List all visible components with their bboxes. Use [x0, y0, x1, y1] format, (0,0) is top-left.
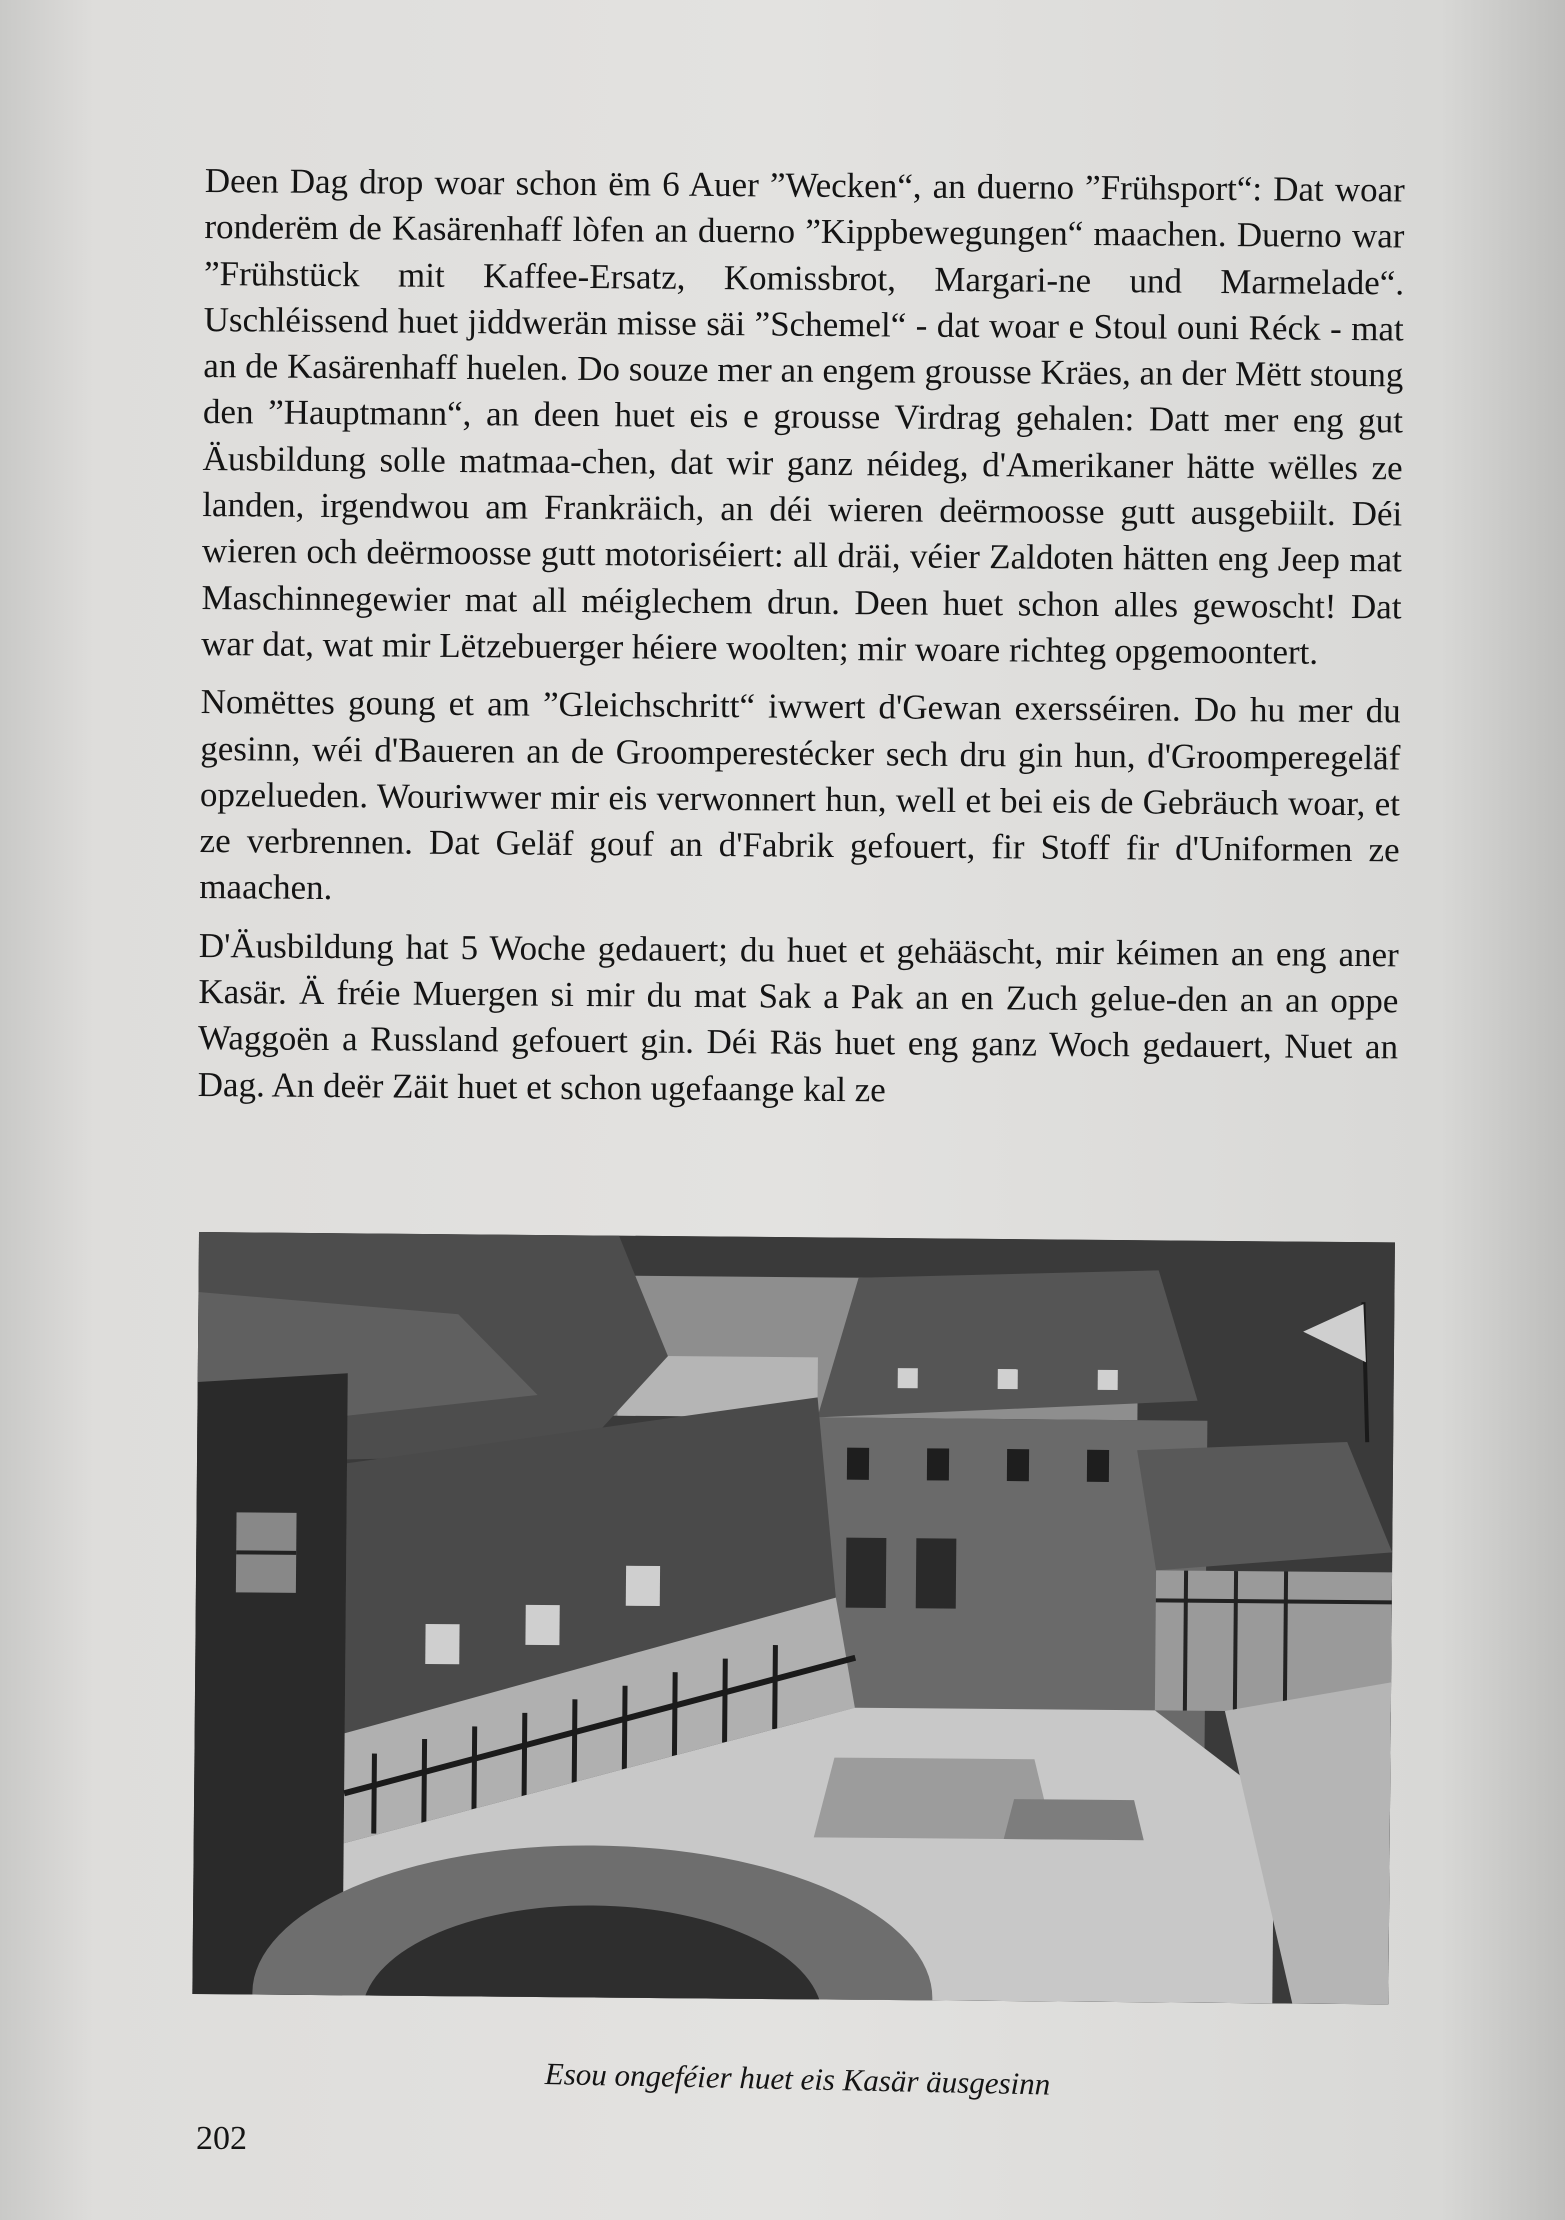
- barracks-photo: [192, 1232, 1395, 2004]
- paragraph-1: Deen Dag drop woar schon ëm 6 Auer ”Wecken“, an duerno ”Frühsport“: Dat woar ronderëm de Kasärenhaff lòfen an duerno ”Kippbewegungen“ maachen. Duerno war ”Frühstück mit Kaffee-Ersatz, Komissbrot, Margari-ne und Marmelade“. Uschléissend huet jiddwerän misse säi ”Schemel“ - dat woar e Stoul ouni Réck - mat an de Kasärenhaff huelen. Do souze mer an engem grousse Kräes, an der Mëtt stoung den ”Hauptmann“, an deen huet eis e grousse Virdrag gehalen: Datt mer eng gut Äusbildung solle matmaa-chen, dat wir ganz néideg, d'Amerikaner hätte wëlles ze landen, irgendwou am Frankräich, an déi wieren deërmoosse gutt ausgebiilt. Déi wieren och deërmoosse gutt motoriséiert: all dräi, véier Zaldoten hätten eng Jeep mat Maschinnegewier mat all méiglechem drun. Deen huet schon alles gewoscht! Dat war dat, wat mir Lëtzebuerger héiere woolten; mir woare richteg opgemoontert.: [201, 160, 1405, 672]
- body-text: [197, 158, 1405, 1129]
- paragraph-2: Nomëttes goung et am ”Gleichschritt“ iwwert d'Gewan exersséiren. Do hu mer du gesinn, wéi d'Baueren an de Groomperestécker sech dru gin hun, d'Groomperegeläf opzelueden. Wouriwwer mir eis verwonnert hun, well et bei eis de Gebräuch woar, et ze verbrennen. Dat Geläf gouf an d'Fabrik gefouert, fir Stoff fir d'Uniformen ze maachen.: [199, 682, 1401, 908]
- page-number: 202: [196, 2120, 247, 2157]
- castle-courtyard-illustration: [192, 1232, 1395, 2004]
- paragraph-3: D'Äusbildung hat 5 Woche gedauert; du huet et gehääscht, mir kéimen an eng aner Kasär. Ä fréie Muergen si mir du mat Sak a Pak an en Zuch gelue-den an an oppe Waggoën a Russland gefouert gin. Déi Räs huet eng ganz Woch gedauert, Nuet an Dag. An deër Zäit huet et schon ugefaange kal ze: [197, 925, 1399, 1110]
- photo-caption: Esou ongeféier huet eis Kasär äusgesinn: [544, 2055, 1051, 2102]
